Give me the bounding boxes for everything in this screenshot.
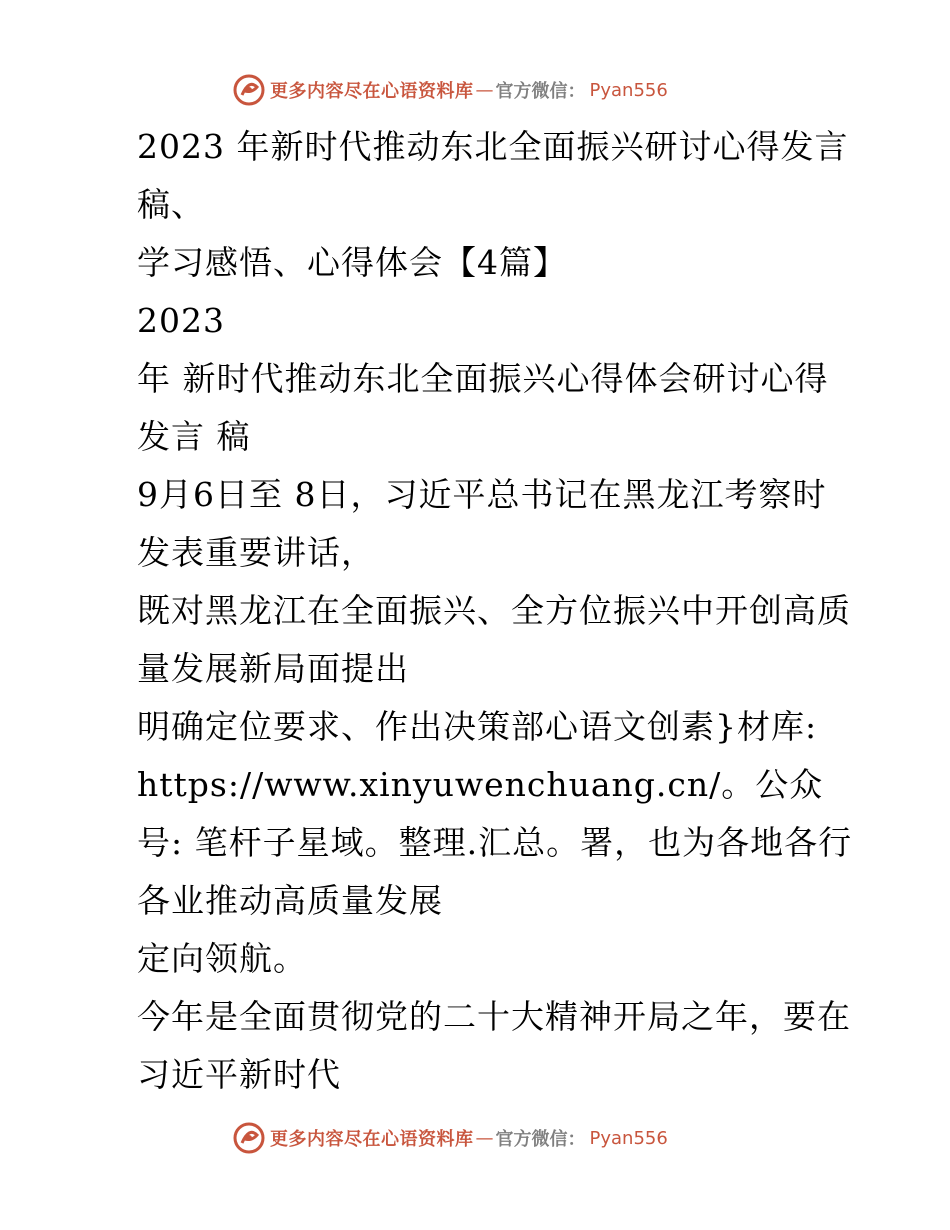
banner-main-text: 更多内容尽在心语资料库 bbox=[270, 81, 474, 102]
banner-wechat-label: 官方微信： bbox=[495, 81, 586, 102]
banner-main-text: 更多内容尽在心语资料库 bbox=[270, 1129, 474, 1150]
doc-title-line-1: 2023 年新时代推动东北全面振兴研讨心得发言稿、 bbox=[137, 127, 849, 224]
swirl-logo-icon bbox=[232, 1121, 266, 1155]
footer-banner bbox=[232, 1118, 752, 1158]
doc-subtitle: 年 新时代推动东北全面振兴心得体会研讨心得发言 稿 bbox=[137, 359, 829, 456]
paragraph-2: 既对黑龙江在全面振兴、全方位振兴中开创高质量发展新局面提出 bbox=[137, 591, 851, 688]
paragraph-1: 9月6日至 8日，习近平总书记在黑龙江考察时发表重要讲话， bbox=[137, 475, 827, 572]
document-body bbox=[97, 118, 857, 1104]
doc-title-line-2: 学习感悟、心得体会【4篇】 bbox=[137, 243, 567, 282]
header-banner bbox=[232, 70, 752, 110]
doc-year: 2023 bbox=[137, 301, 225, 340]
banner-dash: — bbox=[475, 1127, 494, 1149]
paragraph-4: 定向领航。 bbox=[137, 939, 307, 978]
banner-wechat-id: Pyan556 bbox=[589, 1127, 668, 1149]
banner-dash: — bbox=[475, 79, 494, 101]
paragraph-3: 明确定位要求、作出决策部心语文创素}材库: https://www.xinyuwenchuang.cn/。公众号: 笔杆子星域。整理.汇总。署，也为各地各行各业推动高质量发展 bbox=[137, 707, 853, 920]
paragraph-5: 今年是全面贯彻党的二十大精神开局之年，要在习近平新时代 bbox=[137, 997, 851, 1094]
banner-wechat-id: Pyan556 bbox=[589, 79, 668, 101]
banner-wechat-label: 官方微信： bbox=[495, 1129, 586, 1150]
swirl-logo-icon bbox=[232, 73, 266, 107]
